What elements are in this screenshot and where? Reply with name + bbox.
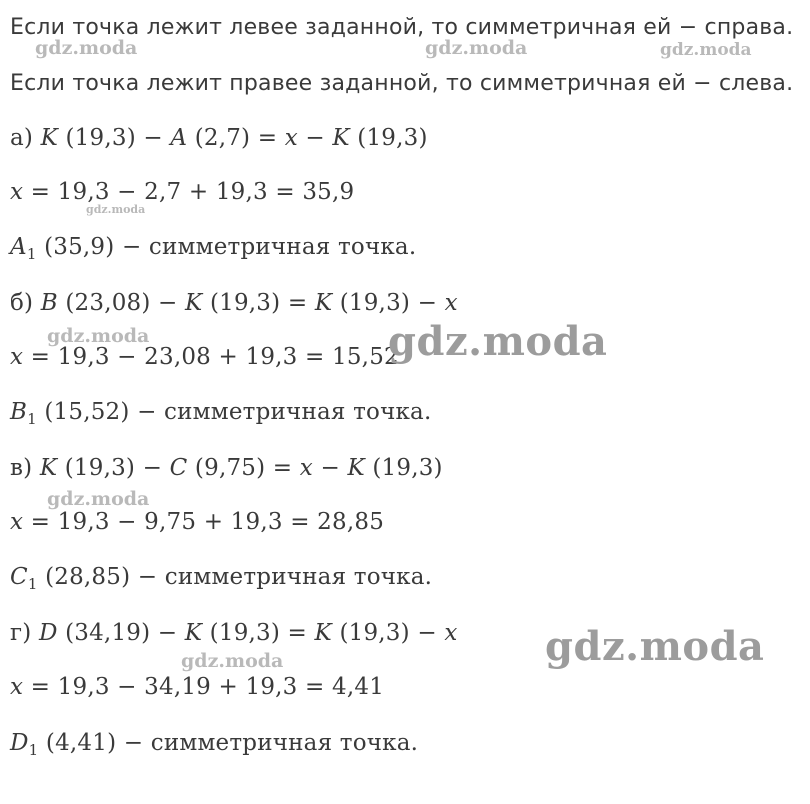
part-label: г): [10, 620, 39, 646]
point-name: K: [314, 620, 332, 646]
point-name: K: [314, 290, 333, 316]
point-name: A: [170, 125, 188, 151]
point-name: K: [184, 620, 203, 646]
variable: x: [10, 344, 24, 370]
watermark: gdz.moda: [47, 488, 150, 510]
point-name: K: [39, 455, 58, 481]
part-a-result: $A_1$ (35,9) − симметричная точка.: [10, 234, 417, 263]
part-d-result: $D_1$ (4,41) − симметричная точка.: [10, 730, 419, 759]
point-name: K: [40, 125, 58, 151]
watermark: gdz.moda: [545, 623, 765, 670]
part-c-result: $C_1$ (28,85) − симметричная точка.: [10, 564, 433, 593]
point-name: B: [10, 399, 28, 425]
intro-line-1: Если точка лежит левее заданной, то симметричная ей − справа.: [10, 15, 794, 40]
variable: x: [299, 455, 313, 481]
watermark: gdz.moda: [47, 325, 150, 347]
point-name: D: [38, 620, 58, 646]
variable: x: [10, 179, 24, 205]
watermark: gdz.moda: [425, 37, 528, 59]
part-b-result: $B_1$ (15,52) − симметричная точка.: [10, 399, 432, 428]
variable: x: [444, 290, 458, 316]
point-name: K: [185, 290, 203, 316]
part-label: б): [10, 290, 41, 316]
watermark: gdz.moda: [86, 203, 146, 216]
point-name: C: [169, 455, 188, 481]
point-name: D: [10, 730, 29, 756]
variable: x: [444, 620, 458, 646]
watermark: gdz.moda: [388, 318, 608, 365]
watermark: gdz.moda: [660, 40, 752, 60]
point-name: K: [332, 125, 350, 151]
part-d-equation: г) D (34,19) − K (19,3) = K (19,3) − x: [10, 620, 458, 646]
variable: x: [10, 674, 24, 700]
part-c-calculation: x = 19,3 − 9,75 + 19,3 = 28,85: [10, 509, 385, 535]
part-d-calculation: x = 19,3 − 34,19 + 19,3 = 4,41: [10, 674, 385, 700]
part-a-equation: а) K (19,3) − A (2,7) = x − K (19,3): [10, 125, 428, 151]
watermark: gdz.moda: [181, 650, 284, 672]
point-name: C: [10, 564, 28, 590]
part-label: а): [10, 125, 41, 151]
point-name: A: [10, 234, 27, 260]
watermark: gdz.moda: [35, 37, 138, 59]
part-b-equation: б) B (23,08) − K (19,3) = K (19,3) − x: [10, 290, 458, 316]
part-label: в): [10, 455, 40, 481]
variable: x: [284, 125, 298, 151]
part-c-equation: в) K (19,3) − C (9,75) = x − K (19,3): [10, 455, 443, 481]
point-name: B: [40, 290, 58, 316]
part-a-calculation: x = 19,3 − 2,7 + 19,3 = 35,9: [10, 179, 355, 205]
variable: x: [10, 509, 24, 535]
intro-line-2: Если точка лежит правее заданной, то симметричная ей − слева.: [10, 71, 794, 96]
part-b-calculation: x = 19,3 − 23,08 + 19,3 = 15,52: [10, 344, 399, 370]
point-name: K: [347, 455, 365, 481]
